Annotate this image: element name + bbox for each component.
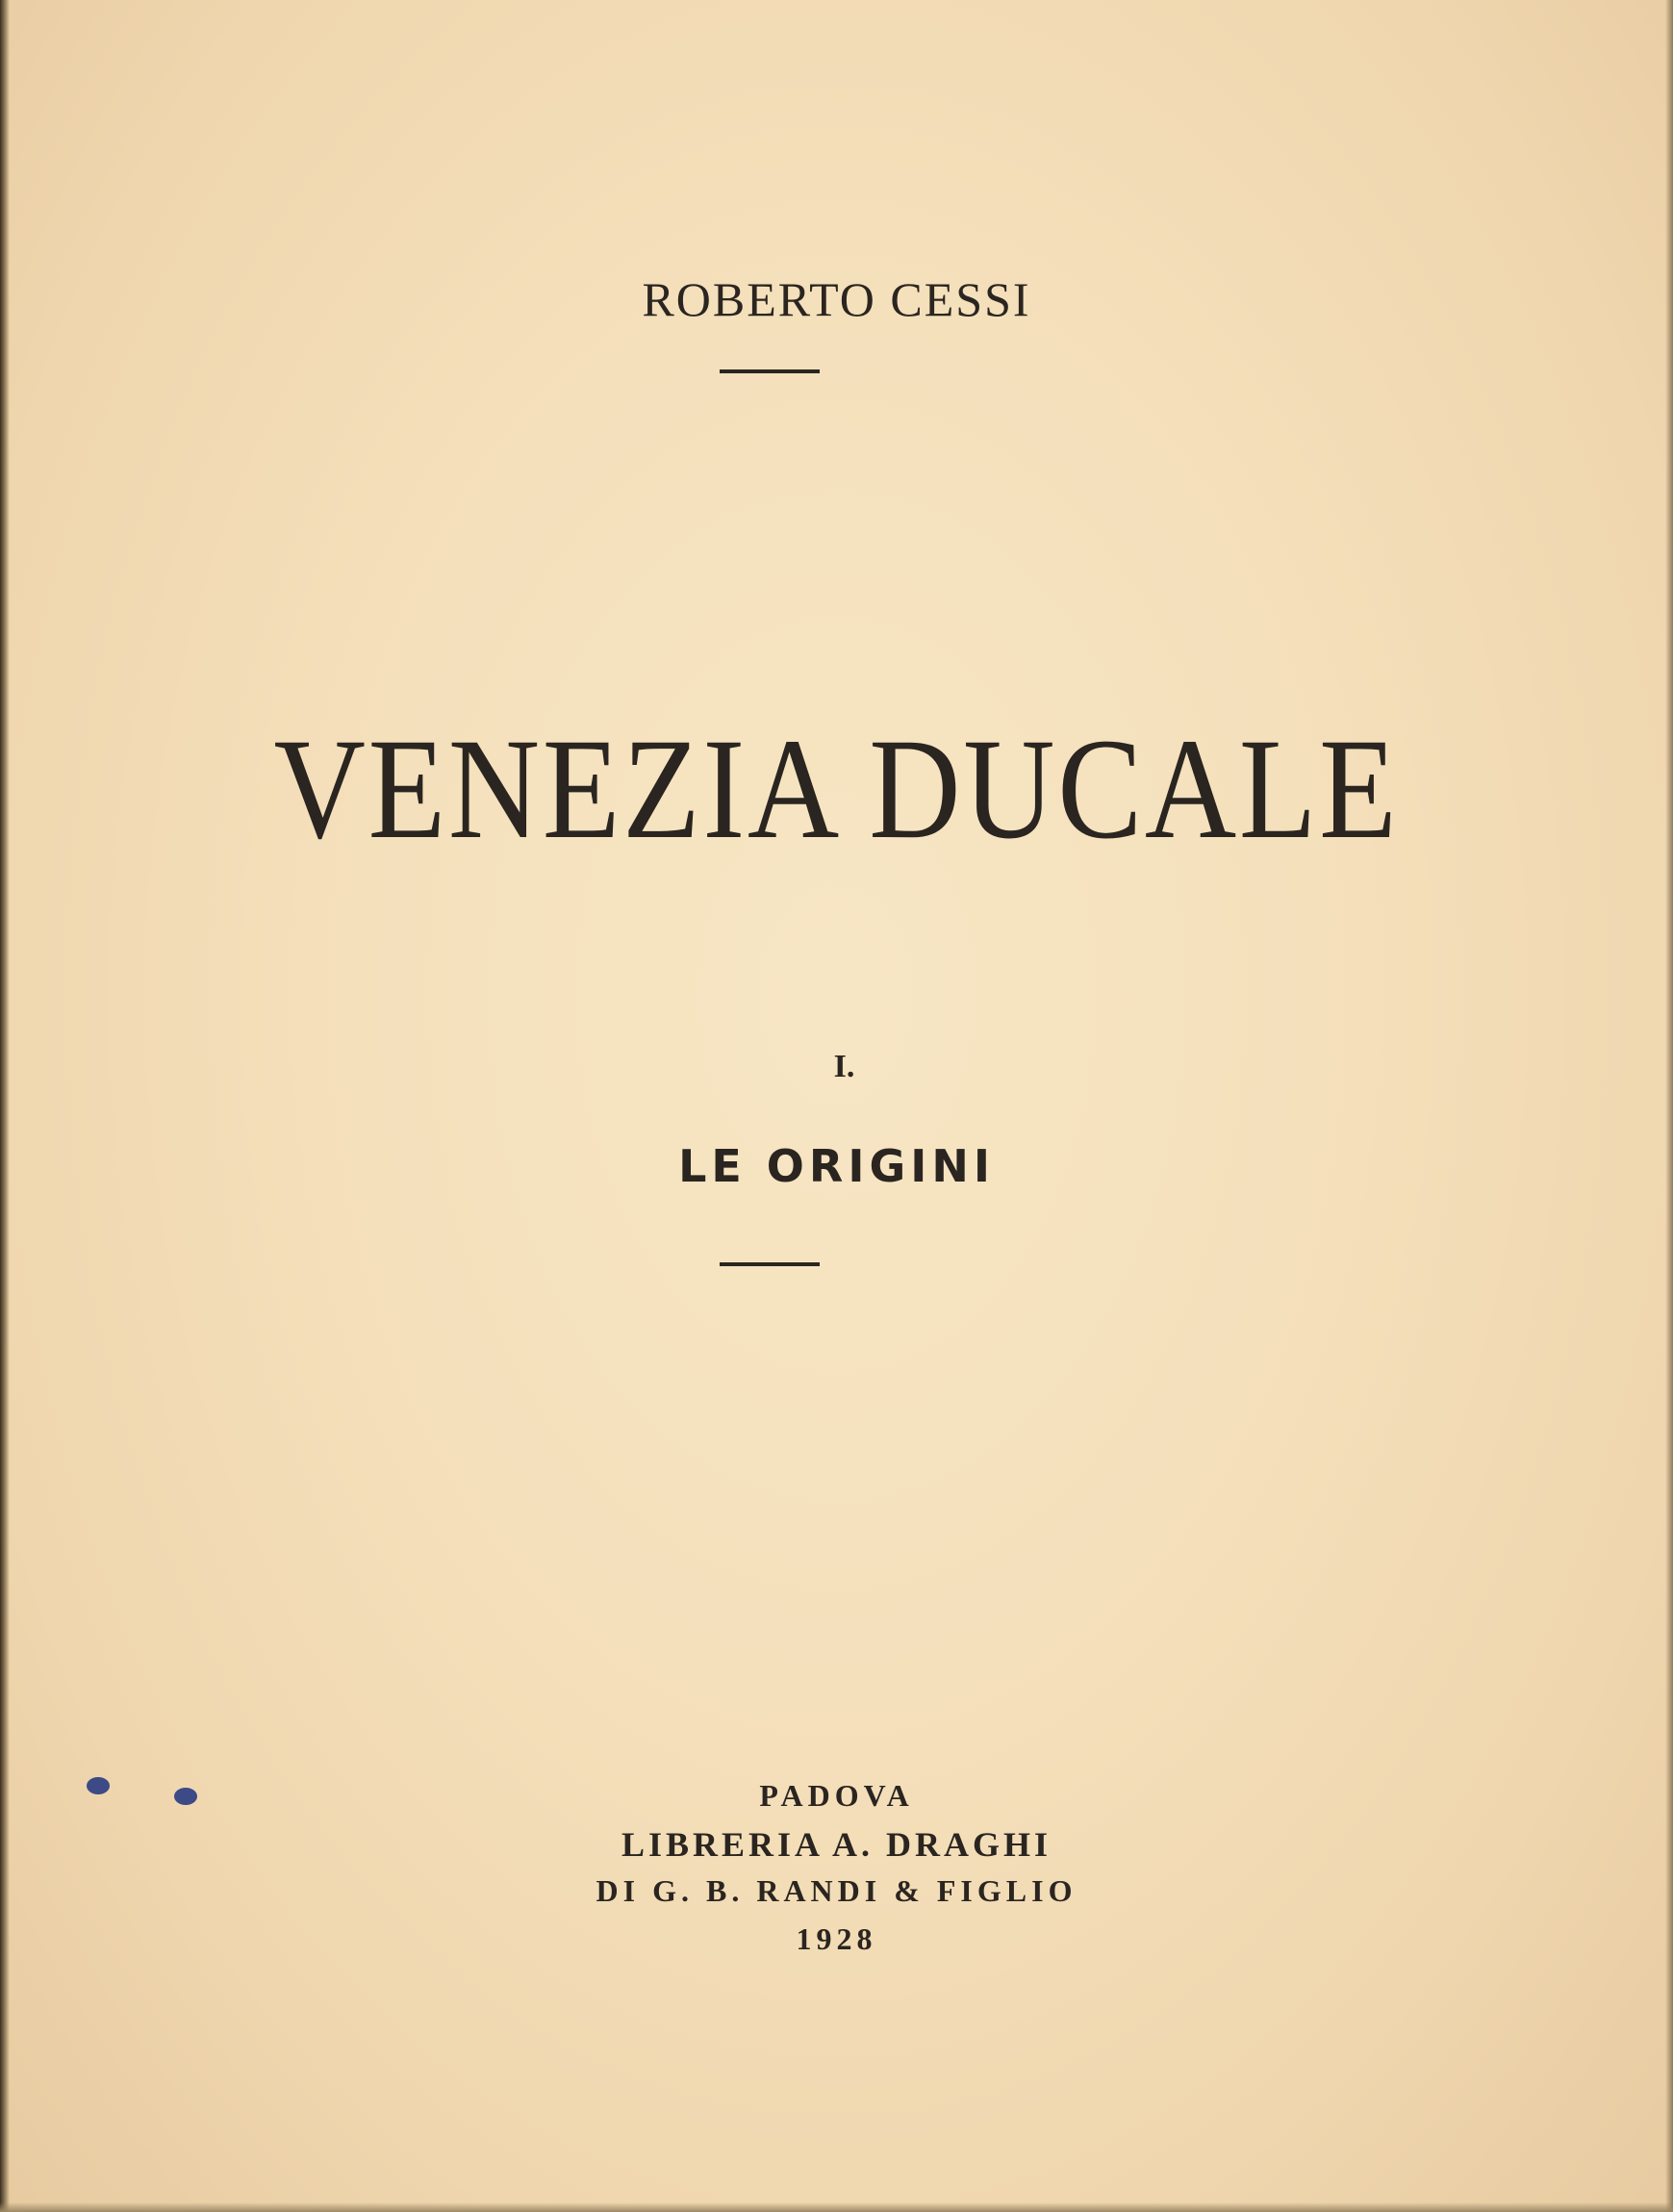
volume-number: I. (833, 1049, 855, 1084)
imprint-city: PADOVA (759, 1778, 914, 1813)
imprint-year: 1928 (796, 1921, 877, 1956)
author-name: ROBERTO CESSI (642, 272, 1031, 326)
book-title: VENEZIA DUCALE (273, 709, 1400, 869)
ink-stain-dot (174, 1788, 197, 1805)
book-subtitle: LE ORIGINI (678, 1140, 995, 1192)
ink-stain-dot (87, 1777, 110, 1794)
imprint-publisher: LIBRERIA A. DRAGHI (621, 1825, 1052, 1864)
imprint-printer: DI G. B. RANDI & FIGLIO (596, 1873, 1077, 1908)
divider-top (720, 369, 820, 373)
divider-bottom (720, 1262, 820, 1266)
cover-bottom-edge (0, 2202, 1673, 2212)
